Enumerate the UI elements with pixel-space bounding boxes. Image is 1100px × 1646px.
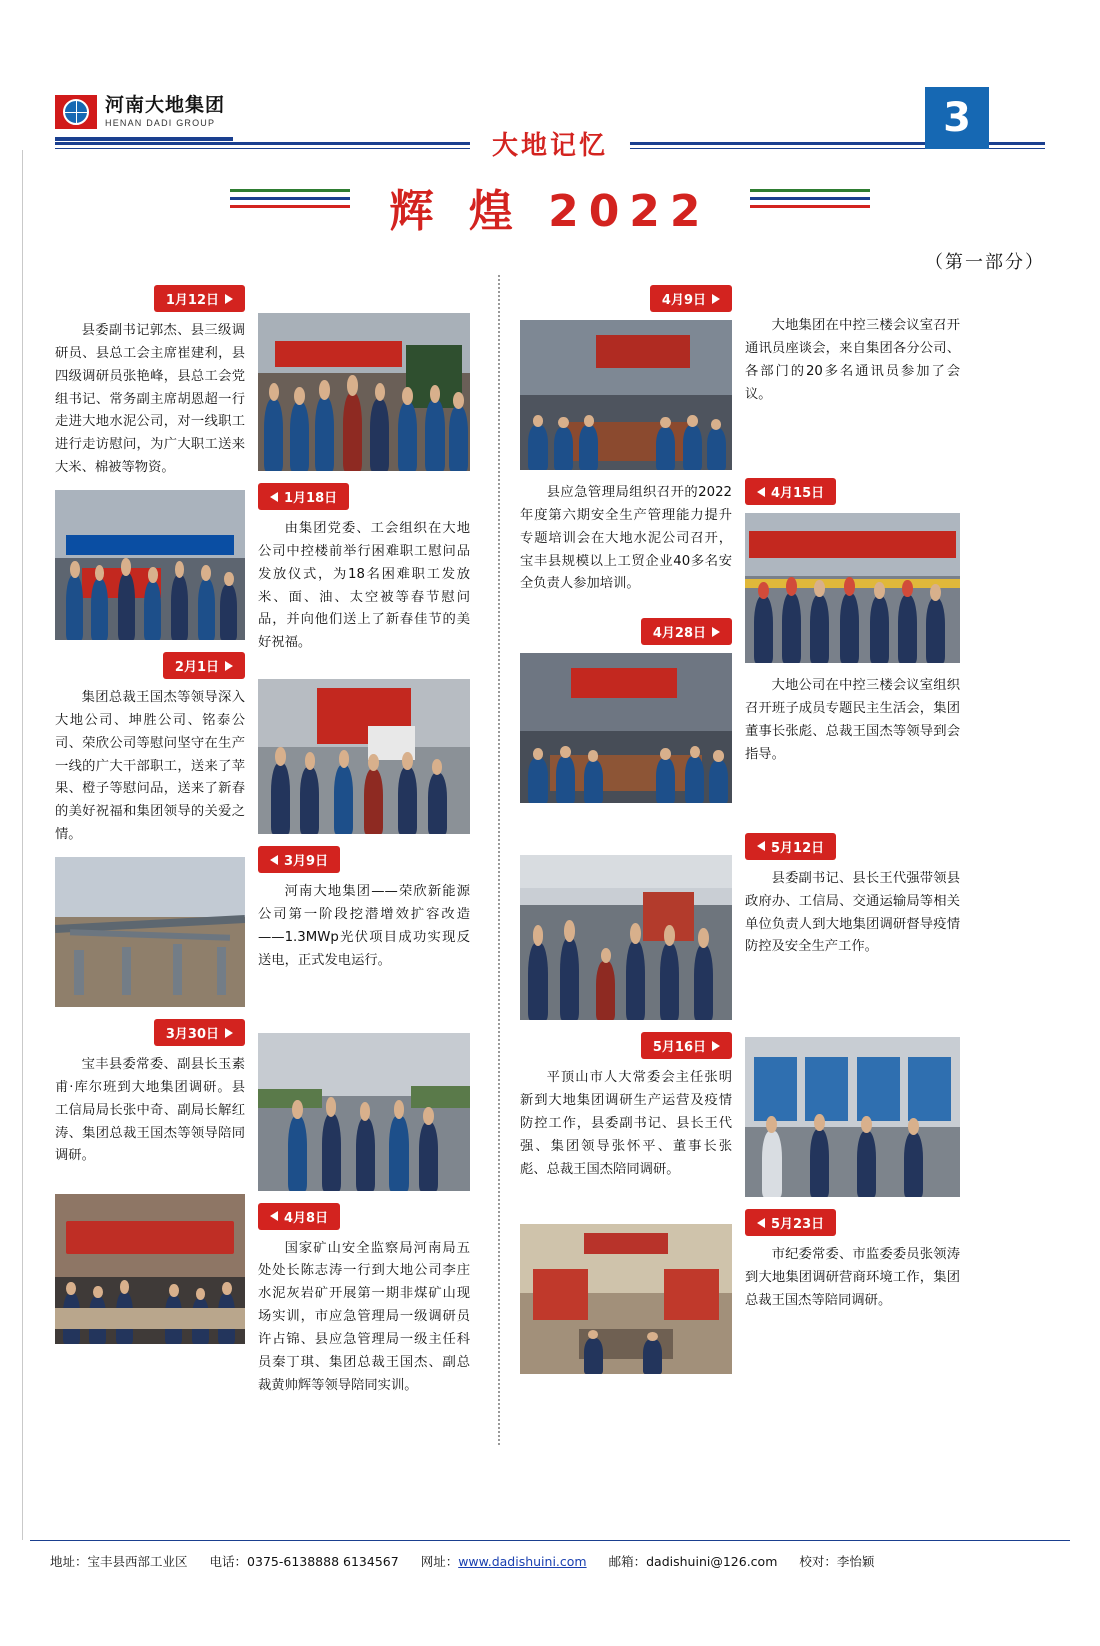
section-title: 大地记忆 xyxy=(470,125,630,162)
chevron-left-icon xyxy=(270,492,278,502)
date-badge xyxy=(154,285,245,312)
date-label: 5月23日 xyxy=(771,1217,825,1233)
date-badge xyxy=(650,285,732,312)
entry-text: 县委副书记、县长王代强带领县政府办、工信局、交通运输局等相关单位负责人到大地集团调研督导疫情防控及安全生产工作。 xyxy=(745,870,960,955)
column-1 xyxy=(55,285,245,1356)
photo-walking-inspection xyxy=(258,1033,470,1191)
logo-english-name: HENAN DADI GROUP xyxy=(105,117,216,128)
date-label: 2月1日 xyxy=(174,660,219,676)
chevron-left-icon xyxy=(757,487,765,497)
date-label: 1月18日 xyxy=(284,491,338,506)
column-2 xyxy=(258,285,470,1408)
date-badge xyxy=(641,618,732,645)
footer xyxy=(50,1552,1060,1570)
page-number-badge: 3 xyxy=(925,87,989,149)
entry-text: 由集团党委、工会组织在大地公司中控楼前举行困难职工慰问品发放仪式，为18名困难职工发放米、面、油、太空被等春节慰问品，并向他们送上了新春佳节的美好祝福。 xyxy=(258,521,470,651)
chevron-left-icon xyxy=(270,1211,278,1221)
entry-text: 河南大地集团——荣欣新能源公司第一阶段挖潜增效扩容改造——1.3MWp光伏项目成功实现反送电，正式发电运行。 xyxy=(258,884,470,968)
date-label: 5月12日 xyxy=(771,840,825,856)
entry-text: 大地集团在中控三楼会议室召开通讯员座谈会，来自集团各分公司、各部门的20多名通讯员参加了会议。 xyxy=(745,318,960,402)
chevron-right-icon xyxy=(225,294,233,304)
date-label: 5月16日 xyxy=(652,1040,706,1056)
photo-display-boards xyxy=(745,1037,960,1197)
date-badge xyxy=(641,1032,732,1059)
photo-street-visit xyxy=(258,679,470,834)
date-badge xyxy=(745,478,836,505)
page-edge-rule xyxy=(22,150,23,1540)
headline: 辉 煌 2022 xyxy=(389,186,711,237)
entry-text: 宝丰县委常委、副县长玉素甫·库尔班到大地集团调研。县工信局局长张中奇、副局长解红涛、集团总裁王国杰等领导陪同调研。 xyxy=(55,1057,245,1164)
entry-text: 县应急管理局组织召开的2022年度第六期安全生产管理能力提升专题培训会在大地水泥公司召开，宝丰县规模以上工贸企业40多名安全负责人参加培训。 xyxy=(520,485,732,592)
chevron-right-icon xyxy=(712,627,720,637)
headline-decoration-right xyxy=(750,189,870,213)
chevron-right-icon xyxy=(225,661,233,671)
logo-underline xyxy=(55,137,233,141)
date-label: 3月9日 xyxy=(284,854,329,870)
chevron-right-icon xyxy=(225,1028,233,1038)
entry-text: 集团总裁王国杰等领导深入大地公司、坤胜公司、铭泰公司、荣欣公司等慰问坚守在生产一线的广大干部职工，送来了苹果、橙子等慰问品，送来了新春的美好祝福和集团领导的关爱之情。 xyxy=(55,690,245,843)
chevron-left-icon xyxy=(757,1218,765,1228)
footer-address: 地址：宝丰县西部工业区 xyxy=(50,1554,188,1569)
footer-proofreader: 校对：李怡颖 xyxy=(799,1554,875,1569)
photo-democratic-meeting xyxy=(520,653,732,803)
company-logo xyxy=(55,95,225,129)
date-label: 4月15日 xyxy=(771,486,825,502)
date-badge xyxy=(745,833,836,860)
chevron-left-icon xyxy=(270,855,278,865)
part-label: （第一部分） xyxy=(925,252,1045,272)
chevron-right-icon xyxy=(712,1041,720,1051)
photo-meeting-room xyxy=(55,1194,245,1344)
date-badge xyxy=(745,1209,836,1236)
logo-chinese-name: 河南大地集团 xyxy=(105,94,226,116)
date-label: 4月9日 xyxy=(661,293,706,308)
chevron-right-icon xyxy=(712,294,720,304)
footer-rule xyxy=(30,1540,1070,1541)
photo-solar-project xyxy=(55,857,245,1007)
date-badge xyxy=(154,1019,245,1046)
footer-phone: 电话：0375-6138888 6134567 xyxy=(209,1554,399,1569)
column-divider xyxy=(498,275,500,1445)
website-link[interactable]: www.dadishuini.com xyxy=(458,1554,587,1569)
globe-icon xyxy=(55,95,97,129)
photo-outdoor-inspection xyxy=(520,855,732,1020)
column-3 xyxy=(520,285,732,1386)
footer-email: 邮箱：dadishuini@126.com xyxy=(608,1554,778,1569)
date-label: 3月30日 xyxy=(165,1027,219,1043)
column-4 xyxy=(745,285,960,1323)
footer-website: 网址：www.dadishuini.com xyxy=(420,1554,587,1569)
chevron-left-icon xyxy=(757,841,765,851)
photo-plant-tour xyxy=(745,513,960,663)
date-badge xyxy=(258,483,349,510)
date-label: 1月12日 xyxy=(165,293,219,308)
date-label: 4月28日 xyxy=(652,626,706,642)
entry-text: 平顶山市人大常委会主任张明新到大地集团调研生产运营及疫情防控工作，县委副书记、县长王代强、集团领导张怀平、董事长张彪、总裁王国杰陪同调研。 xyxy=(520,1070,732,1177)
date-badge xyxy=(163,652,245,679)
entry-text: 国家矿山安全监察局河南局五处处长陈志涛一行到大地公司李庄水泥灰岩矿开展第一期非煤矿山现场实训，市应急管理局一级调研员许占锦、县应急管理局一级主任科员秦丁琪、集团总裁王国杰、副总裁黄帅辉等领导陪同实训。 xyxy=(258,1240,470,1393)
entry-text: 县委副书记郭杰、县三级调研员、县总工会主席崔建利，县四级调研员张艳峰，县总工会党组书记、常务副主席胡恩超一行走进大地水泥公司，对一线职工进行走访慰问，为广大职工送来大米、棉被等物资。 xyxy=(55,323,245,476)
headline-decoration-left xyxy=(230,189,350,213)
photo-exhibition-hall xyxy=(520,1224,732,1374)
photo-gift-ceremony xyxy=(258,313,470,471)
date-badge xyxy=(258,846,340,873)
photo-conference-room xyxy=(520,320,732,470)
headline-block xyxy=(0,175,1100,239)
photo-factory-visit xyxy=(55,490,245,640)
entry-text: 大地公司在中控三楼会议室组织召开班子成员专题民主生活会，集团董事长张彪、总裁王国杰等领导到会指导。 xyxy=(745,678,960,763)
date-badge xyxy=(258,1203,340,1230)
masthead xyxy=(55,94,1045,161)
entry-text: 市纪委常委、市监委委员张领涛到大地集团调研营商环境工作，集团总裁王国杰等陪同调研。 xyxy=(745,1247,960,1309)
date-label: 4月8日 xyxy=(284,1210,329,1226)
